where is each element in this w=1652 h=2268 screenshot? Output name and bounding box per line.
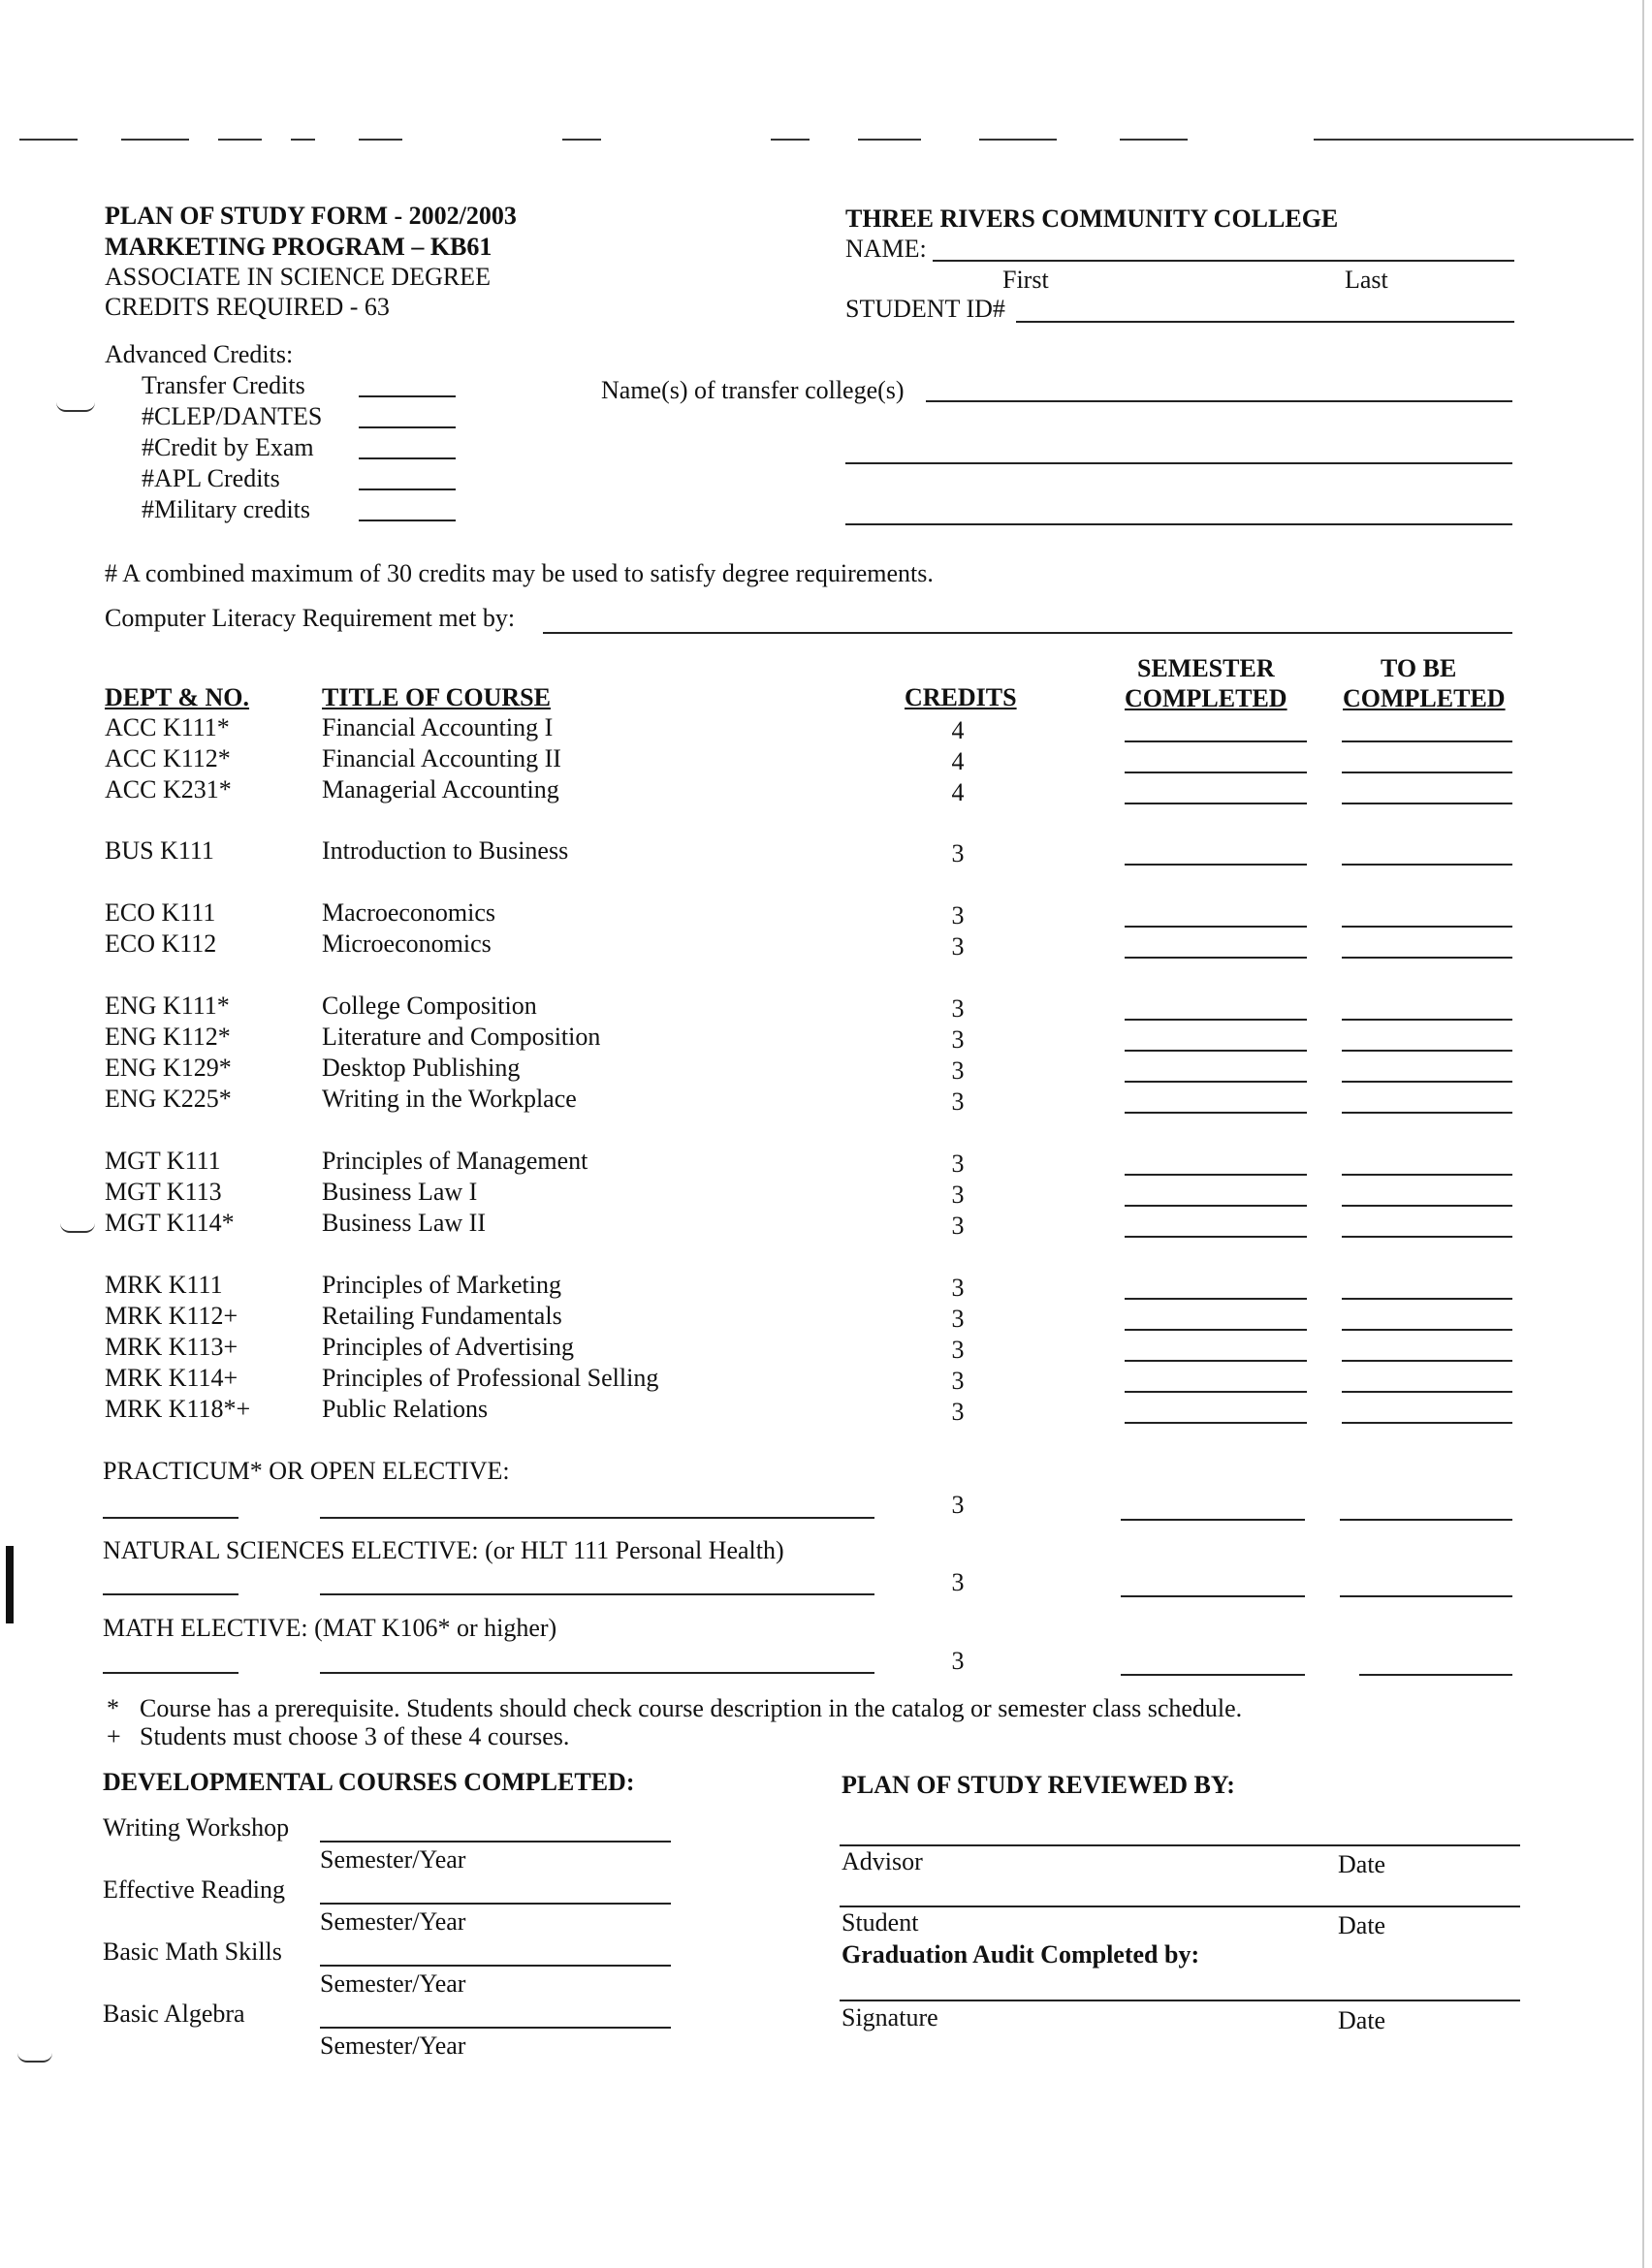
math-elective-label: MATH ELECTIVE: (MAT K106* or higher) — [103, 1614, 557, 1642]
to-be-completed-field[interactable] — [1342, 864, 1512, 866]
course-dept: BUS K111 — [105, 836, 214, 865]
course-title: Macroeconomics — [322, 898, 496, 927]
to-be-completed-field[interactable] — [1342, 1081, 1512, 1083]
practicum-dept-field[interactable] — [103, 1517, 238, 1519]
developmental-item: Basic Algebra — [103, 2000, 245, 2028]
writing-workshop-field[interactable] — [320, 1841, 671, 1843]
scan-edge-mark — [6, 1546, 14, 1623]
scan-mark — [1314, 139, 1634, 141]
scan-mark — [291, 139, 315, 141]
to-be-completed-field[interactable] — [1359, 1674, 1512, 1676]
to-be-completed-field[interactable] — [1342, 1112, 1512, 1114]
semester-completed-field[interactable] — [1125, 772, 1307, 773]
course-title: Principles of Advertising — [322, 1333, 574, 1361]
prerequisite-note: Course has a prerequisite. Students should check course description in the catalog or semester class schedule. — [140, 1694, 1243, 1722]
course-credits: 3 — [951, 994, 965, 1023]
course-credits: 3 — [951, 839, 965, 867]
credits-required: CREDITS REQUIRED - 63 — [105, 293, 390, 321]
name-field[interactable] — [933, 260, 1514, 262]
course-title: Retailing Fundamentals — [322, 1302, 562, 1330]
course-dept: ACC K111* — [105, 713, 230, 741]
course-dept: MRK K114+ — [105, 1364, 238, 1392]
transfer-college-field[interactable] — [926, 400, 1512, 402]
computer-literacy-field[interactable] — [543, 632, 1512, 634]
semester-completed-field[interactable] — [1125, 740, 1307, 742]
advisor-label: Advisor — [842, 1847, 923, 1875]
college-name: THREE RIVERS COMMUNITY COLLEGE — [845, 205, 1339, 233]
course-dept: MGT K114* — [105, 1209, 235, 1237]
course-dept: ACC K231* — [105, 775, 232, 803]
signature-label: Signature — [842, 2003, 938, 2032]
last-label: Last — [1345, 266, 1388, 294]
stray-mark — [60, 1223, 95, 1233]
natural-sciences-credits: 3 — [951, 1568, 965, 1596]
course-dept: ECO K111 — [105, 898, 216, 927]
prerequisite-symbol: * — [107, 1694, 119, 1722]
name-label: NAME: — [845, 235, 927, 263]
computer-literacy-label: Computer Literacy Requirement met by: — [105, 604, 516, 632]
audit-signature-field[interactable] — [840, 2000, 1520, 2001]
choice-symbol: + — [107, 1722, 121, 1750]
semester-completed-field[interactable] — [1125, 864, 1307, 866]
advanced-item: #CLEP/DANTES — [142, 402, 323, 430]
natural-sciences-title-field[interactable] — [320, 1593, 874, 1595]
course-dept: ECO K112 — [105, 929, 217, 958]
advanced-item: #Military credits — [142, 495, 311, 523]
advanced-item: #Credit by Exam — [142, 433, 314, 461]
semester-completed-field[interactable] — [1125, 1391, 1307, 1393]
course-title: Financial Accounting II — [322, 744, 561, 772]
course-credits: 4 — [951, 778, 965, 806]
course-dept: ENG K129* — [105, 1054, 232, 1082]
to-be-completed-field[interactable] — [1342, 1422, 1512, 1424]
semester-completed-field[interactable] — [1125, 957, 1307, 959]
developmental-item: Effective Reading — [103, 1875, 285, 1904]
to-be-completed-field[interactable] — [1340, 1595, 1512, 1597]
course-title: Managerial Accounting — [322, 775, 559, 803]
date-label: Date — [1338, 1850, 1386, 1878]
math-dept-field[interactable] — [103, 1672, 238, 1674]
developmental-item: Writing Workshop — [103, 1813, 290, 1842]
course-credits: 3 — [951, 1336, 965, 1364]
course-title: Introduction to Business — [322, 836, 569, 865]
semester-completed-field[interactable] — [1121, 1519, 1305, 1521]
header-semester-top: SEMESTER — [1137, 654, 1275, 682]
effective-reading-field[interactable] — [320, 1903, 671, 1905]
transfer-college-field-2[interactable] — [845, 462, 1512, 464]
course-credits: 3 — [951, 1367, 965, 1395]
course-credits: 3 — [951, 1274, 965, 1302]
semester-completed-field[interactable] — [1125, 803, 1307, 804]
transfer-college-label: Name(s) of transfer college(s) — [601, 376, 905, 404]
semester-year-label: Semester/Year — [320, 1969, 466, 1998]
credit-by-exam-field[interactable] — [359, 457, 456, 459]
scan-mark — [121, 139, 189, 141]
choice-note: Students must choose 3 of these 4 courses. — [140, 1722, 570, 1750]
semester-completed-field[interactable] — [1125, 1050, 1307, 1052]
header-tobe-bottom: COMPLETED — [1343, 684, 1506, 712]
semester-year-label: Semester/Year — [320, 2032, 466, 2060]
clep-field[interactable] — [359, 426, 456, 428]
basic-algebra-field[interactable] — [320, 2027, 671, 2029]
course-title: Business Law II — [322, 1209, 486, 1237]
to-be-completed-field[interactable] — [1342, 957, 1512, 959]
course-dept: MGT K113 — [105, 1178, 222, 1206]
header-credits: CREDITS — [905, 683, 1017, 711]
course-dept: ENG K112* — [105, 1023, 231, 1051]
natural-sciences-dept-field[interactable] — [103, 1593, 238, 1595]
course-title: Microeconomics — [322, 929, 492, 958]
to-be-completed-field[interactable] — [1342, 803, 1512, 804]
transfer-credits-field[interactable] — [359, 395, 456, 397]
course-credits: 3 — [951, 1181, 965, 1209]
course-credits: 3 — [951, 1305, 965, 1333]
course-credits: 3 — [951, 1087, 965, 1116]
to-be-completed-field[interactable] — [1342, 1174, 1512, 1176]
scan-mark — [218, 139, 262, 141]
course-credits: 3 — [951, 932, 965, 961]
course-dept: MGT K111 — [105, 1147, 221, 1175]
course-title: Desktop Publishing — [322, 1054, 521, 1082]
to-be-completed-field[interactable] — [1340, 1519, 1512, 1521]
semester-completed-field[interactable] — [1125, 1236, 1307, 1238]
semester-completed-field[interactable] — [1125, 1329, 1307, 1331]
header-title: TITLE OF COURSE — [322, 683, 551, 711]
date-label: Date — [1338, 2006, 1386, 2034]
semester-completed-field[interactable] — [1125, 1174, 1307, 1176]
course-dept: ENG K225* — [105, 1085, 232, 1113]
semester-completed-field[interactable] — [1121, 1674, 1305, 1676]
scan-mark — [979, 139, 1057, 141]
advanced-credits-title: Advanced Credits: — [105, 340, 294, 368]
combined-max-note: # A combined maximum of 30 credits may be used to satisfy degree requirements. — [105, 559, 934, 587]
semester-year-label: Semester/Year — [320, 1907, 466, 1936]
course-title: Principles of Management — [322, 1147, 588, 1175]
developmental-item: Basic Math Skills — [103, 1937, 282, 1966]
course-credits: 3 — [951, 1212, 965, 1240]
scan-mark — [858, 139, 921, 141]
course-credits: 3 — [951, 1150, 965, 1178]
semester-completed-field[interactable] — [1125, 1422, 1307, 1424]
course-credits: 4 — [951, 747, 965, 775]
course-dept: ACC K112* — [105, 744, 231, 772]
practicum-title-field[interactable] — [320, 1517, 874, 1519]
student-id-field[interactable] — [1016, 321, 1514, 323]
semester-completed-field[interactable] — [1125, 1360, 1307, 1362]
course-title: Literature and Composition — [322, 1023, 601, 1051]
to-be-completed-field[interactable] — [1342, 1050, 1512, 1052]
course-title: College Composition — [322, 992, 537, 1020]
form-title: PLAN OF STUDY FORM - 2002/2003 — [105, 202, 517, 230]
to-be-completed-field[interactable] — [1342, 1019, 1512, 1021]
to-be-completed-field[interactable] — [1342, 1391, 1512, 1393]
program-title: MARKETING PROGRAM – KB61 — [105, 233, 492, 261]
course-dept: ENG K111* — [105, 992, 230, 1020]
math-credits: 3 — [951, 1647, 965, 1675]
advisor-signature-field[interactable] — [840, 1844, 1520, 1846]
student-signature-field[interactable] — [840, 1906, 1520, 1907]
course-title: Financial Accounting I — [322, 713, 554, 741]
scan-mark — [359, 139, 402, 141]
course-title: Writing in the Workplace — [322, 1085, 577, 1113]
to-be-completed-field[interactable] — [1342, 1329, 1512, 1331]
developmental-title: DEVELOPMENTAL COURSES COMPLETED: — [103, 1768, 635, 1796]
transfer-college-field-3[interactable] — [845, 523, 1512, 525]
student-id-label: STUDENT ID# — [845, 295, 1005, 323]
course-credits: 3 — [951, 901, 965, 929]
first-label: First — [1002, 266, 1049, 294]
course-title: Principles of Professional Selling — [322, 1364, 659, 1392]
apl-credits-field[interactable] — [359, 488, 456, 490]
scan-mark — [1120, 139, 1188, 141]
semester-completed-field[interactable] — [1125, 1019, 1307, 1021]
military-credits-field[interactable] — [359, 520, 456, 521]
scan-mark — [562, 139, 601, 141]
course-dept: MRK K113+ — [105, 1333, 238, 1361]
audit-title: Graduation Audit Completed by: — [842, 1940, 1200, 1969]
semester-completed-field[interactable] — [1121, 1595, 1305, 1597]
stray-mark — [17, 2053, 52, 2063]
math-title-field[interactable] — [320, 1672, 874, 1674]
degree-title: ASSOCIATE IN SCIENCE DEGREE — [105, 263, 491, 291]
to-be-completed-field[interactable] — [1342, 1205, 1512, 1207]
student-label: Student — [842, 1908, 919, 1937]
to-be-completed-field[interactable] — [1342, 772, 1512, 773]
basic-math-field[interactable] — [320, 1965, 671, 1967]
advanced-item: #APL Credits — [142, 464, 280, 492]
date-label: Date — [1338, 1911, 1386, 1939]
practicum-elective-label: PRACTICUM* OR OPEN ELECTIVE: — [103, 1457, 510, 1485]
practicum-credits: 3 — [951, 1491, 965, 1519]
semester-completed-field[interactable] — [1125, 1298, 1307, 1300]
header-tobe-top: TO BE — [1381, 654, 1457, 682]
semester-completed-field[interactable] — [1125, 1112, 1307, 1114]
header-semester-bottom: COMPLETED — [1125, 684, 1287, 712]
advanced-item: Transfer Credits — [142, 371, 305, 399]
course-title: Business Law I — [322, 1178, 478, 1206]
course-title: Principles of Marketing — [322, 1271, 561, 1299]
course-dept: MRK K111 — [105, 1271, 223, 1299]
course-credits: 3 — [951, 1056, 965, 1085]
stray-mark — [56, 402, 95, 412]
natural-sciences-elective-label: NATURAL SCIENCES ELECTIVE: (or HLT 111 Personal Health) — [103, 1536, 784, 1564]
to-be-completed-field[interactable] — [1342, 926, 1512, 928]
scan-mark — [19, 139, 78, 141]
course-dept: MRK K118*+ — [105, 1395, 251, 1423]
to-be-completed-field[interactable] — [1342, 1298, 1512, 1300]
semester-completed-field[interactable] — [1125, 1205, 1307, 1207]
review-title: PLAN OF STUDY REVIEWED BY: — [842, 1771, 1235, 1799]
semester-completed-field[interactable] — [1125, 1081, 1307, 1083]
scan-mark — [771, 139, 810, 141]
semester-completed-field[interactable] — [1125, 926, 1307, 928]
course-credits: 4 — [951, 716, 965, 744]
course-dept: MRK K112+ — [105, 1302, 238, 1330]
header-dept: DEPT & NO. — [105, 683, 250, 711]
scan-edge — [1642, 0, 1644, 2268]
to-be-completed-field[interactable] — [1342, 740, 1512, 742]
course-credits: 3 — [951, 1398, 965, 1426]
course-title: Public Relations — [322, 1395, 489, 1423]
course-credits: 3 — [951, 1025, 965, 1054]
to-be-completed-field[interactable] — [1342, 1236, 1512, 1238]
semester-year-label: Semester/Year — [320, 1845, 466, 1874]
to-be-completed-field[interactable] — [1342, 1360, 1512, 1362]
